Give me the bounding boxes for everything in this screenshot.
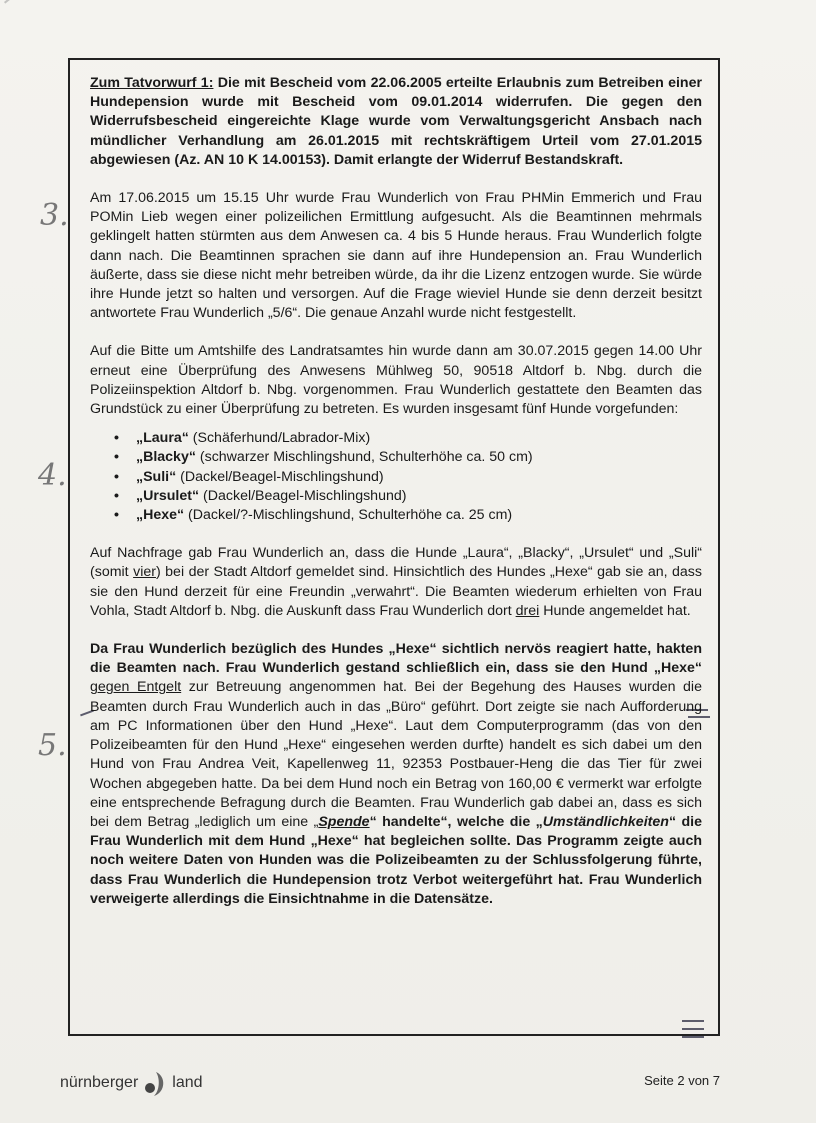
pen-mark <box>682 1036 704 1038</box>
pen-mark <box>682 1020 704 1022</box>
margin-note-4: 4. <box>38 458 67 493</box>
dog-list <box>90 429 702 525</box>
paragraph-text: Am 17.06.2015 um 15.15 Uhr wurde Frau Wunderlich von Frau PHMin Emmerich und Frau POMin Lieb wegen einer polizeilichen Ermittlung aufgesucht. Als die Beamtinnen mehrmals geklingelt hatten stürmten aus dem Anwesen ca. 4 bis 5 Hunde heraus. Frau Wunderlich folgte dann nach. Die Beamtinnen sprachen sie dann auf ihre Hundepension an. Frau Wunderlich äußerte, dass sie diese nicht mehr betreiben würde, da ihr die Lizenz entzogen wurde. Sie würde ihre Hunde jetzt so halten und versorgen. Auf die Frage wieviel Hunde sie denn derzeit besitzt antwortete Frau Wunderlich „5/6“. Die genaue Anzahl wurde nicht festgestellt. <box>90 190 702 322</box>
paragraph-registration: Auf Nachfrage gab Frau Wunderlich an, dass die Hunde „Laura“, „Blacky“, „Ursulet“ und „Suli“ (somit vier) bei der Stadt Altdorf gemeldet sind. Hinsichtlich des Hundes „Hexe“ gab sie an, dass sie den Hund derzeit für eine Freundin „verwahrt“. Die Beamten wiederum erhielten von Frau Vohla, Stadt Altdorf b. Nbg. die Auskunft dass Frau Wunderlich dort drei Hunde angemeldet hat. <box>90 545 702 619</box>
paragraph-text: Auf die Bitte um Amtshilfe des Landratsamtes hin wurde dann am 30.07.2015 gegen 14.00 Uhr erneut eine Überprüfung des Anwesens Mühlweg 50, 90518 Altdorf b. Nbg. durch die Polizeiinspektion Altdorf b. Nbg. vorgenommen. Frau Wunderlich gestattete den Beamten das Grundstück zu einer Überprüfung zu betreten. Es wurden insgesamt fünf Hunde vorgefunden: <box>90 343 702 418</box>
underlined-word: vier <box>133 564 156 581</box>
page-number: Seite 2 von 7 <box>644 1073 720 1088</box>
paragraph-text: Die mit Bescheid vom 22.06.2005 erteilte Erlaubnis zum Betreiben einer Hundepension wurde mit Bescheid vom 09.01.2014 widerrufen. Die gegen den Widerrufsbescheid eingereichte Klage wurde vom Verwaltungsgericht Ansbach nach mündlicher Verhandlung am 26.01.2015 mit rechtskräftigem Urteil vom 27.01.2015 abgewiesen (Az. AN 10 K 14.00153). Damit erlangte der Widerruf Bestandskraft. <box>90 75 703 168</box>
italic-word: Umständlichkeiten <box>542 813 669 830</box>
list-item: • „Ursulet“ (Dackel/Beagel-Mischlingshund) <box>136 487 702 506</box>
document-body <box>90 74 702 928</box>
list-item: • „Blacky“ (schwarzer Mischlingshund, Schulterhöhe ca. 50 cm) <box>136 448 702 467</box>
swirl-logo-icon <box>142 1068 168 1098</box>
list-item: • „Suli“ (Dackel/Beagel-Mischlingshund) <box>136 468 702 487</box>
margin-note-3: 3. <box>40 198 69 233</box>
underlined-word: drei <box>515 602 540 619</box>
scan-artifact-line <box>4 0 108 4</box>
section-heading: Zum Tatvorwurf 1: <box>90 75 214 91</box>
underlined-phrase: gegen Entgelt <box>90 679 182 696</box>
list-item: • „Laura“ (Schäferhund/Labrador-Mix) <box>136 429 702 448</box>
italic-underlined-word: Spende <box>318 813 370 830</box>
margin-note-5: 5. <box>38 728 67 763</box>
paragraph-inspection-july <box>90 342 702 419</box>
paragraph-hexe: Da Frau Wunderlich bezüglich des Hundes „Hexe“ sichtlich nervös reagiert hatte, hakten die Beamten nach. Frau Wunderlich gestand schließlich ein, dass sie den Hund „Hexe“ gegen Entgelt zur Betreuung angenommen hat. Bei der Begehung des Hauses wurden die Beamten durch Frau Wunderlich auch in das „Büro“ geführt. Dort zeigte sie nach Aufforderung am PC Informationen über den Hund „Hexe“. Laut dem Computerprogramm (das von den Polizeibeamten für den Hund „Hexe“ eingesehen werden durfte) handelt es sich dabei um den Hund von Frau Andrea Veit, Kapellenweg 11, 92353 Postbauer-Heng die das Tier für zwei Wochen abgegeben hatte. Da bei dem Hund noch ein Betrag von 160,00 € vermerkt war erfolgte eine entsprechende Befragung durch die Beamten. Frau Wunderlich gab dabei an, dass es sich bei dem Betrag „lediglich um eine „Spende“ handelte“, welche die „Umständlichkeiten“ die Frau Wunderlich mit dem Hund „Hexe“ hat begleichen sollte. Das Programm zeigte auch noch weitere Daten von Hunden was die Polizeibeamten zu der Schlussfolgerung führte, dass Frau Wunderlich die Hundepension trotz Verbot weitergeführt hat. Frau Wunderlich verweigerte allerdings die Einsichtnahme in die Datensätze. <box>90 641 702 907</box>
logo-text-left: nürnberger <box>60 1074 139 1091</box>
list-item: • „Hexe“ (Dackel/?-Mischlingshund, Schulterhöhe ca. 25 cm) <box>136 506 702 525</box>
paragraph-visit-june <box>90 189 702 323</box>
pen-mark <box>682 1028 704 1030</box>
paragraph-tatvorwurf <box>90 74 702 170</box>
footer-logo <box>60 1068 203 1098</box>
logo-text-right: land <box>172 1074 203 1091</box>
